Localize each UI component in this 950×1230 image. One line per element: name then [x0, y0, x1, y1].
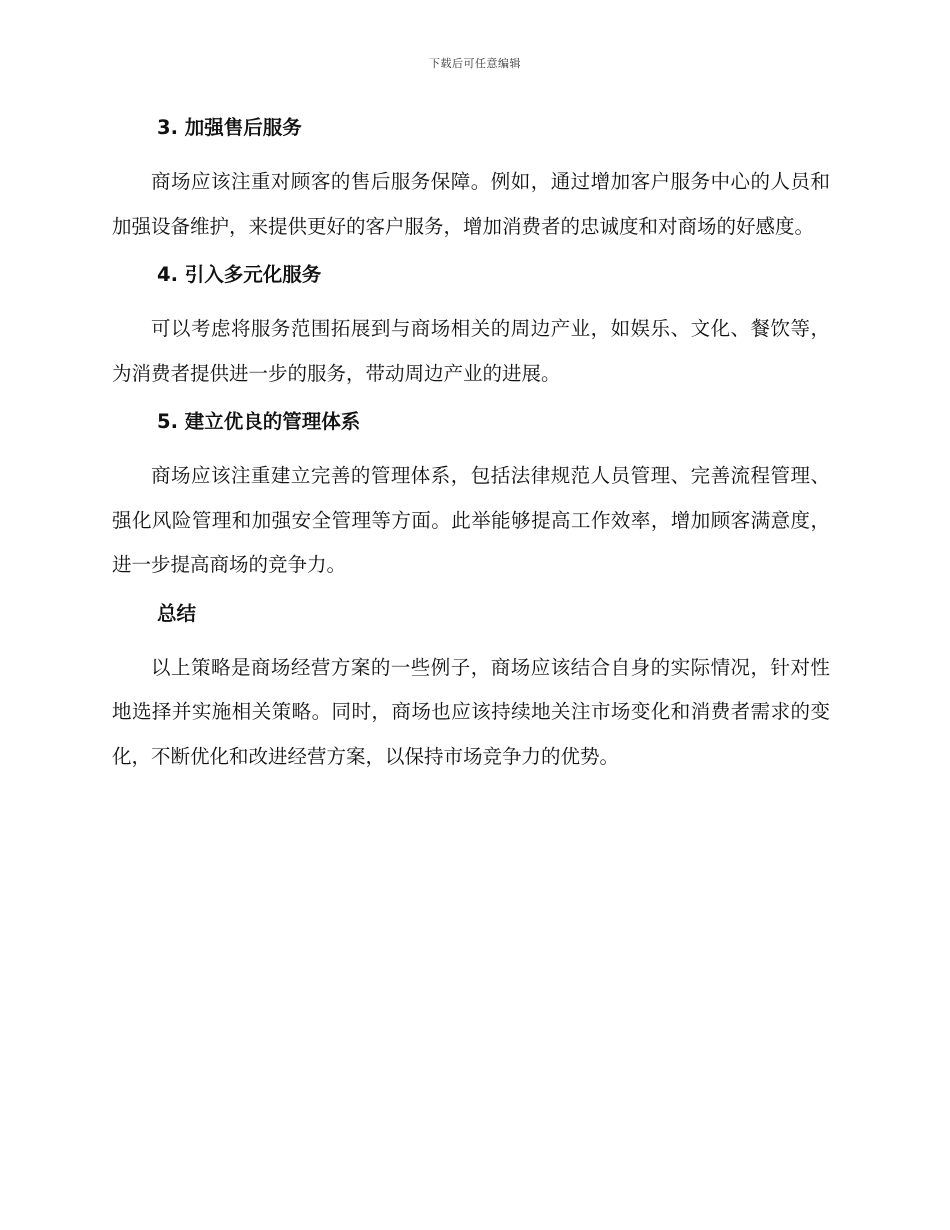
section-heading: 总结 — [157, 601, 197, 625]
section-paragraph: 可以考虑将服务范围拓展到与商场相关的周边产业，如娱乐、文化、餐饮等，为消费者提供进一步的服务，带动周边产业的进展。 — [112, 317, 830, 385]
section-after-sales — [112, 110, 830, 249]
header-note: 下载后可任意编辑 — [429, 57, 521, 70]
section-diversified-services — [112, 257, 830, 396]
section-paragraph: 商场应该注重建立完善的管理体系，包括法律规范人员管理、完善流程管理、强化风险管理和加强安全管理等方面。此举能够提高工作效率，增加顾客满意度，进一步提高商场的竞争力。 — [112, 464, 830, 576]
section-heading: 3. 加强售后服务 — [157, 116, 302, 139]
section-heading: 5. 建立优良的管理体系 — [157, 410, 361, 433]
section-paragraph: 商场应该注重对顾客的售后服务保障。例如，通过增加客户服务中心的人员和加强设备维护，来提供更好的客户服务，增加消费者的忠诚度和对商场的好感度。 — [112, 170, 830, 238]
section-heading: 4. 引入多元化服务 — [157, 263, 322, 286]
section-summary — [112, 596, 830, 780]
section-paragraph: 以上策略是商场经营方案的一些例子，商场应该结合自身的实际情况，针对性地选择并实施相关策略。同时，商场也应该持续地关注市场变化和消费者需求的变化，不断优化和改进经营方案，以保持市场竞争力的优势。 — [112, 655, 830, 768]
section-management-system — [112, 404, 830, 588]
document-body — [112, 110, 830, 779]
